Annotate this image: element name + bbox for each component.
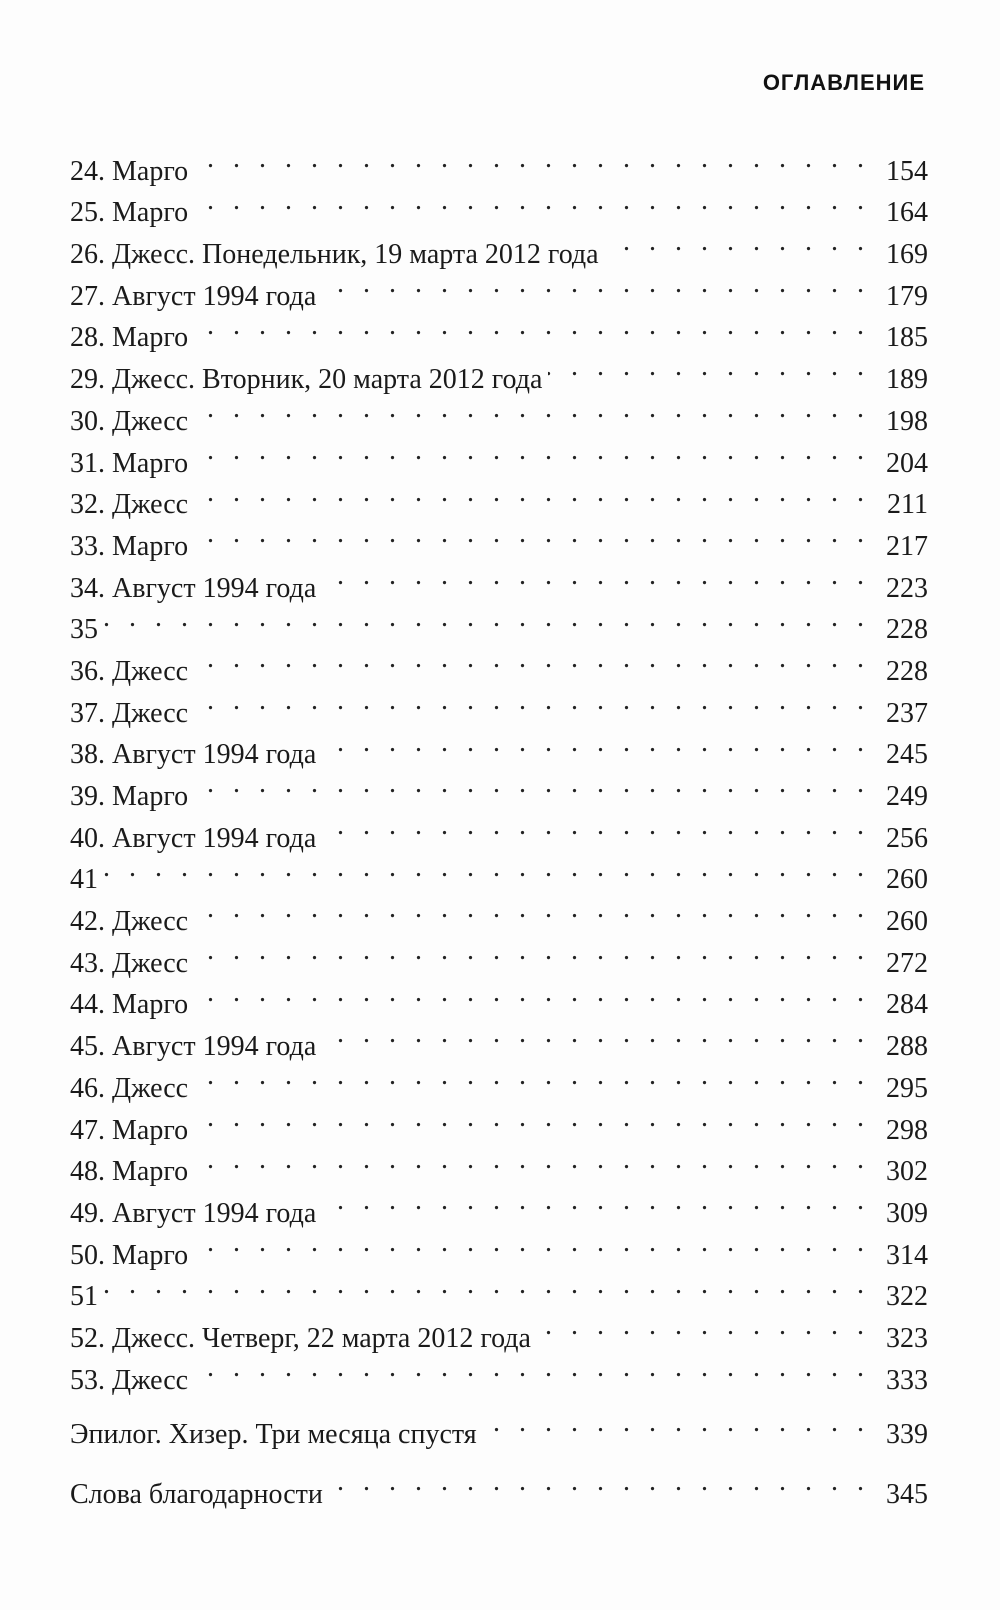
table-of-contents xyxy=(70,138,928,1510)
dot-leader xyxy=(194,138,870,180)
entry-title: 26. Джесс. Понедельник, 19 марта 2012 года xyxy=(70,239,599,271)
dot-leader xyxy=(194,1222,870,1264)
entry-title: 48. Марго xyxy=(70,1156,189,1188)
toc-entry[interactable] xyxy=(70,930,928,979)
entry-title: 46. Джесс xyxy=(70,1072,189,1104)
entry-page-number: 228 xyxy=(886,614,928,646)
entry-title: 42. Джесс xyxy=(70,906,189,938)
entry-page-number: 211 xyxy=(887,489,928,521)
dot-leader xyxy=(194,888,870,930)
dot-leader xyxy=(322,1013,870,1055)
dot-leader xyxy=(537,1305,870,1347)
entry-page-number: 314 xyxy=(886,1239,928,1271)
entry-title: 41 xyxy=(70,864,98,896)
entry-title: 36. Джесс xyxy=(70,655,189,687)
entry-page-number: 164 xyxy=(886,197,928,229)
toc-entry[interactable] xyxy=(70,513,928,562)
dot-leader xyxy=(194,180,870,222)
entry-title: 43. Джесс xyxy=(70,947,189,979)
entry-page-number: 345 xyxy=(886,1479,928,1510)
entry-title: 49. Август 1994 года xyxy=(70,1197,317,1229)
dot-leader xyxy=(194,430,870,472)
entry-page-number: 333 xyxy=(886,1364,928,1396)
entry-title: 40. Август 1994 года xyxy=(70,822,317,854)
entry-page-number: 189 xyxy=(886,364,928,396)
entry-page-number: 284 xyxy=(886,989,928,1021)
entry-page-number: 223 xyxy=(886,572,928,604)
toc-entry[interactable] xyxy=(70,1055,928,1104)
entry-title: 29. Джесс. Вторник, 20 марта 2012 года xyxy=(70,364,543,396)
toc-entry[interactable] xyxy=(70,555,928,604)
dot-leader xyxy=(194,305,870,347)
entry-page-number: 249 xyxy=(886,781,928,812)
toc-entry[interactable] xyxy=(70,763,928,812)
toc-entry[interactable] xyxy=(70,221,928,271)
entry-title: 50. Марго xyxy=(70,1239,189,1271)
entry-title: 51 xyxy=(70,1281,98,1313)
entry-title: 35 xyxy=(70,614,98,646)
toc-entry[interactable] xyxy=(70,888,928,938)
running-head: ОГЛАВЛЕНИЕ xyxy=(762,70,925,95)
entry-title: 38. Август 1994 года xyxy=(70,739,317,771)
entry-title: 34. Август 1994 года xyxy=(70,572,317,604)
entry-title: 30. Джесс xyxy=(70,405,189,437)
entry-title: 33. Марго xyxy=(70,530,189,562)
entry-title: 53. Джесс xyxy=(70,1364,189,1396)
toc-entry-acknowledgements[interactable] xyxy=(70,1461,928,1510)
toc-entry[interactable] xyxy=(70,597,928,646)
toc-entry[interactable] xyxy=(70,180,928,229)
entry-page-number: 204 xyxy=(886,447,928,479)
dot-leader xyxy=(104,597,870,639)
toc-entry[interactable] xyxy=(70,1264,928,1313)
entry-title: 31. Марго xyxy=(70,447,189,479)
toc-entry[interactable] xyxy=(70,138,928,187)
toc-entry[interactable] xyxy=(70,847,928,896)
dot-leader xyxy=(322,1180,870,1222)
entry-title: 27. Август 1994 года xyxy=(70,280,317,312)
toc-entry[interactable] xyxy=(70,1222,928,1271)
entry-title: 25. Марго xyxy=(70,197,189,229)
toc-entry[interactable] xyxy=(70,1347,928,1396)
toc-entry[interactable] xyxy=(70,430,928,479)
toc-entry[interactable] xyxy=(70,722,928,771)
entry-page-number: 272 xyxy=(886,947,928,979)
dot-leader xyxy=(194,388,870,430)
entry-page-number: 298 xyxy=(886,1114,928,1146)
entry-page-number: 217 xyxy=(886,530,928,562)
entry-page-number: 295 xyxy=(886,1072,928,1104)
entry-page-number: 198 xyxy=(886,405,928,437)
entry-title: 44. Марго xyxy=(70,989,189,1021)
entry-page-number: 323 xyxy=(886,1322,928,1354)
entry-title: Слова благодарности xyxy=(70,1479,323,1510)
entry-page-number: 288 xyxy=(886,1031,928,1063)
entry-title: Эпилог. Хизер. Три месяца спустя xyxy=(70,1419,477,1451)
entry-page-number: 260 xyxy=(886,906,928,938)
dot-leader xyxy=(194,513,870,555)
dot-leader xyxy=(194,972,870,1014)
entry-title: 28. Марго xyxy=(70,322,189,354)
entry-page-number: 185 xyxy=(886,322,928,354)
toc-entry[interactable] xyxy=(70,680,928,729)
toc-entry[interactable] xyxy=(70,1180,928,1229)
toc-entry[interactable] xyxy=(70,1097,928,1146)
dot-leader xyxy=(104,847,870,889)
toc-entry[interactable] xyxy=(70,305,928,354)
dot-leader xyxy=(194,1055,870,1097)
dot-leader xyxy=(194,930,870,972)
entry-title: 37. Джесс xyxy=(70,697,189,729)
dot-leader xyxy=(194,1347,870,1389)
entry-title: 24. Марго xyxy=(70,155,189,187)
dot-leader xyxy=(548,346,870,388)
entry-title: 47. Марго xyxy=(70,1114,189,1146)
dot-leader xyxy=(194,472,870,514)
toc-entry-epilogue[interactable] xyxy=(70,1402,928,1451)
entry-page-number: 169 xyxy=(886,239,928,271)
toc-entry[interactable] xyxy=(70,1013,928,1063)
dot-leader xyxy=(322,805,870,847)
entry-title: 39. Марго xyxy=(70,781,189,812)
entry-page-number: 228 xyxy=(886,655,928,687)
entry-page-number: 154 xyxy=(886,155,928,187)
dot-leader xyxy=(194,680,870,722)
dot-leader xyxy=(605,221,870,263)
toc-entry[interactable] xyxy=(70,388,928,437)
entry-page-number: 309 xyxy=(886,1197,928,1229)
entry-page-number: 245 xyxy=(886,739,928,771)
toc-entry[interactable] xyxy=(70,346,928,396)
dot-leader xyxy=(322,555,870,597)
dot-leader xyxy=(329,1461,870,1503)
entry-page-number: 322 xyxy=(886,1281,928,1313)
dot-leader xyxy=(194,638,870,680)
toc-entry[interactable] xyxy=(70,472,928,521)
entry-page-number: 179 xyxy=(886,280,928,312)
toc-entry[interactable] xyxy=(70,638,928,687)
dot-leader xyxy=(104,1264,870,1306)
entry-title: 45. Август 1994 года xyxy=(70,1031,317,1063)
dot-leader xyxy=(194,1139,870,1181)
entry-title: 32. Джесс xyxy=(70,489,189,521)
entry-page-number: 256 xyxy=(886,822,928,854)
entry-page-number: 302 xyxy=(886,1156,928,1188)
dot-leader xyxy=(322,263,870,305)
toc-entry[interactable] xyxy=(70,805,928,854)
dot-leader xyxy=(322,722,870,764)
toc-entry[interactable] xyxy=(70,1305,928,1354)
toc-entry[interactable] xyxy=(70,1139,928,1188)
entry-page-number: 260 xyxy=(886,864,928,896)
dot-leader xyxy=(194,1097,870,1139)
dot-leader xyxy=(194,763,870,805)
toc-entry[interactable] xyxy=(70,972,928,1021)
dot-leader xyxy=(483,1402,870,1444)
entry-title: 52. Джесс. Четверг, 22 марта 2012 года xyxy=(70,1322,531,1354)
entry-page-number: 339 xyxy=(886,1419,928,1451)
entry-page-number: 237 xyxy=(886,697,928,729)
